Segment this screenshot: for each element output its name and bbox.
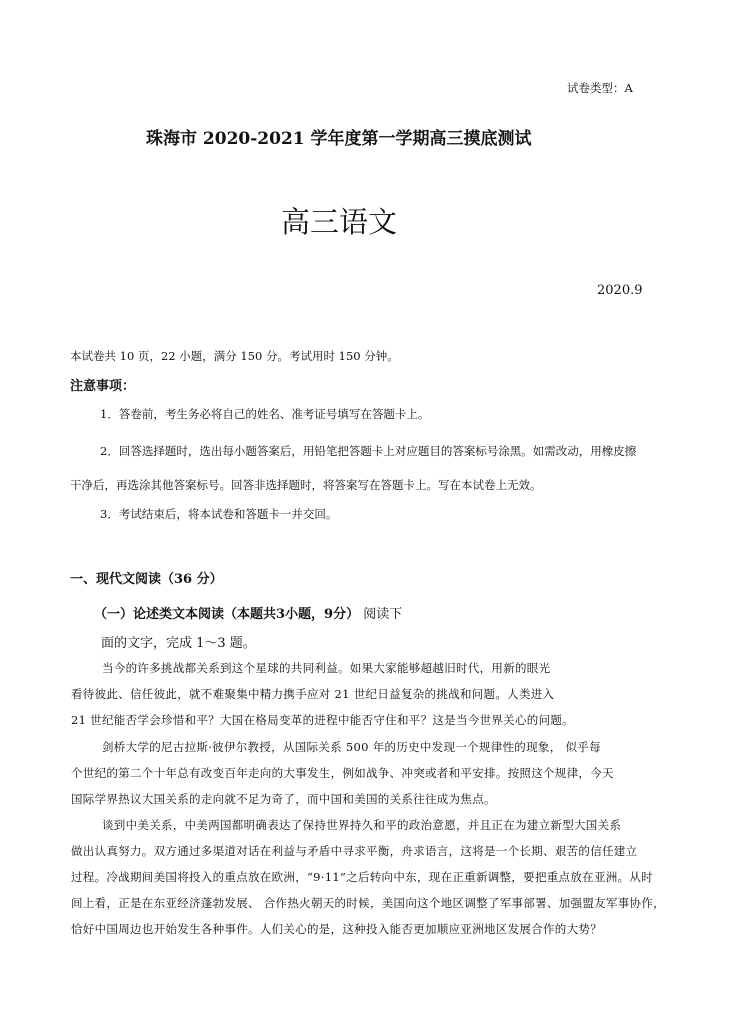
passage-line: 恰好中国周边也开始发生各种事件。人们关心的是，这种投入能否更加顺应亚洲地区发展合作的大势？ [71, 922, 602, 936]
passage-line: 个世纪的第二个十年总有改变百年走向的大事发生，例如战争、冲突或者和平安排。按照这个规律，今天 [71, 766, 614, 780]
passage-line: 21 世纪能否学会珍惜和平？大国在格局变革的进程中能否守住和平？这是当今世界关心的问题。 [71, 713, 574, 727]
exam-type-label: 试卷类型：A [567, 81, 633, 95]
intro-text: 本试卷共 10 页，22 小题，满分 150 分。考试用时 150 分钟。 [70, 349, 399, 363]
passage-line: 做出认真努力。双方通过多渠道对话在利益与矛盾中寻求平衡，舟求语言，这将是一个长期、艰苦的信任建立 [71, 844, 638, 858]
subject-title: 高三语文 [281, 205, 398, 239]
passage-line: 剑桥大学的尼古拉斯·彼伊尔教授，从国际关系 500 年的历史中发现一个规律性的现象， 似乎每 [102, 740, 601, 754]
passage-line: 谈到中美关系，中美两国都明确表达了保持世界持久和平的政治意愿，并且正在为建立新型大国关系 [102, 818, 622, 832]
exam-title: 珠海市 2020-2021 学年度第一学期高三摸底测试 [146, 129, 532, 149]
exam-date: 2020.9 [597, 283, 643, 298]
subsection-tail: 阅读下 [363, 607, 403, 622]
notice-heading: 注意事项： [70, 379, 136, 394]
passage-line: 看待彼此、信任彼此，就不难聚集中精力携手应对 21 世纪日益复杂的挑战和问题。人类进入 [71, 687, 555, 701]
notice-item: 干净后，再选涂其他答案标号。回答非选择题时，将答案写在答题卡上。写在本试卷上无效。 [70, 478, 542, 492]
notice-item: 2．回答选择题时，选出每小题答案后，用铅笔把答题卡上对应题目的答案标号涂黑。如需改动，用橡皮擦 [100, 444, 637, 458]
passage-line: 当今的许多挑战都关系到这个星球的共同利益。如果大家能够超越旧时代，用新的眼光 [102, 661, 551, 675]
notice-item: 3．考试结束后，将本试卷和答题卡一并交回。 [100, 507, 338, 521]
passage-line: 过程。冷战期间美国将投入的重点放在欧洲，“9·11”之后转向中东，现在正重新调整，要把重点放在亚洲。从时 [71, 870, 653, 884]
subsection-title: （一）论述类文本阅读（本题共3小题，9分） [94, 607, 360, 622]
passage-line: 国际学界热议大国关系的走向就不足为奇了，而中国和美国的关系往往成为焦点。 [71, 792, 496, 806]
notice-item: 1．答卷前，考生务必将自己的姓名、准考证号填写在答题卡上。 [100, 407, 430, 421]
passage-line: 间上看，正是在东亚经济蓬勃发展、 合作热火朝天的时候，美国向这个地区调整了军事部署、加强盟友军事协作， [71, 896, 665, 910]
section-heading: 一、现代文阅读（36 分） [70, 572, 223, 587]
subsection-heading [94, 603, 402, 622]
subsection-continuation: 面的文字，完成 1～3 题。 [101, 636, 256, 651]
